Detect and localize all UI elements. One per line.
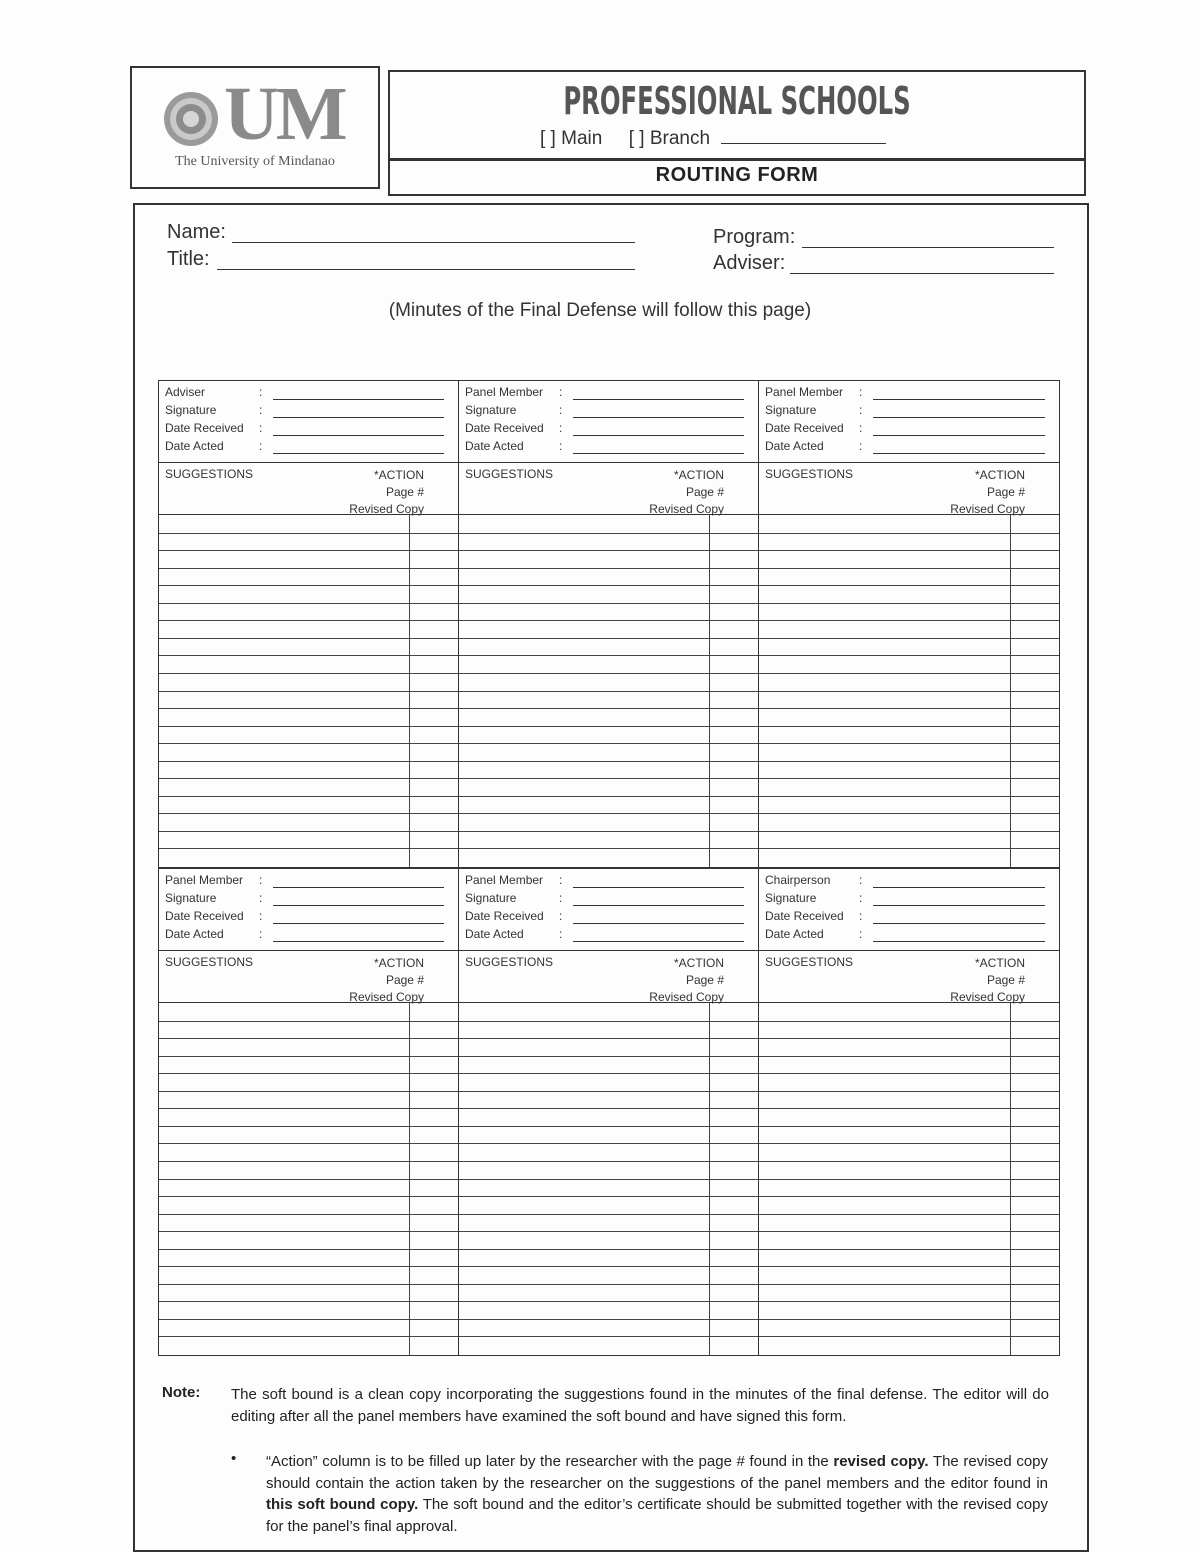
- colon-separator: :: [559, 873, 563, 887]
- action-header-line: *ACTION: [974, 468, 1025, 482]
- suggestion-row-line: [759, 1214, 1059, 1215]
- suggestion-row-line: [159, 1231, 458, 1232]
- note-bullet-bold1: revised copy.: [833, 1453, 929, 1470]
- university-seal-icon: [162, 90, 220, 148]
- suggestion-row-line: [159, 726, 458, 727]
- school-title-box: [388, 70, 1086, 161]
- suggestion-row-line: [459, 1284, 758, 1285]
- suggestion-row-line: [459, 1143, 758, 1144]
- action-header-line: Page #: [685, 485, 724, 499]
- action-header-line: Revised Copy: [649, 502, 724, 516]
- date-acted-label: Date Acted: [765, 439, 824, 453]
- panel-signoff-block: [159, 381, 458, 463]
- suggestion-row-line: [759, 1021, 1059, 1022]
- school-title: PROFESSIONAL SCHOOLS: [563, 79, 911, 123]
- signature-label: Signature: [165, 403, 217, 417]
- suggestion-row-line: [459, 1091, 758, 1092]
- suggestion-row-line: [159, 691, 458, 692]
- reviewer-name-input-line[interactable]: [273, 399, 444, 400]
- date-received-label: Date Received: [465, 909, 544, 923]
- suggestion-row-line: [459, 673, 758, 674]
- bullet-icon: •: [231, 1450, 237, 1467]
- suggestion-row-line: [459, 1073, 758, 1074]
- suggestion-row-line: [159, 1336, 458, 1337]
- suggestions-header: [459, 463, 758, 515]
- colon-separator: :: [259, 403, 263, 417]
- suggestion-row-line: [159, 1091, 458, 1092]
- action-header-line: Page #: [986, 485, 1025, 499]
- action-header-line: Page #: [685, 973, 724, 987]
- suggestion-row-line: [459, 848, 758, 849]
- date-acted-input-line[interactable]: [873, 941, 1045, 942]
- action-column-divider: [409, 515, 410, 867]
- action-header-line: *ACTION: [673, 956, 724, 970]
- reviewer-name-input-line[interactable]: [573, 887, 744, 888]
- suggestion-row-line: [759, 848, 1059, 849]
- suggestion-row-line: [159, 1284, 458, 1285]
- suggestion-row-line: [759, 761, 1059, 762]
- signature-input-line[interactable]: [573, 417, 744, 418]
- date-received-input-line[interactable]: [573, 435, 744, 436]
- colon-separator: :: [559, 385, 563, 399]
- suggestion-row-line: [759, 533, 1059, 534]
- date-acted-label: Date Acted: [765, 927, 824, 941]
- suggestion-row-line: [159, 743, 458, 744]
- suggestion-row-line: [759, 1108, 1059, 1109]
- action-header-line: Page #: [986, 973, 1025, 987]
- reviewer-name-input-line[interactable]: [873, 887, 1045, 888]
- suggestion-row-line: [459, 655, 758, 656]
- note-label: Note:: [162, 1384, 201, 1401]
- suggestion-row-line: [159, 673, 458, 674]
- colon-separator: :: [859, 927, 863, 941]
- reviewer-name-label: Chairperson: [765, 873, 831, 887]
- suggestion-row-line: [159, 1108, 458, 1109]
- action-header-line: Page #: [385, 485, 424, 499]
- signature-label: Signature: [765, 403, 817, 417]
- suggestion-row-line: [759, 831, 1059, 832]
- date-acted-input-line[interactable]: [273, 453, 444, 454]
- suggestion-row-line: [159, 848, 458, 849]
- date-received-label: Date Received: [165, 909, 244, 923]
- suggestion-row-line: [459, 550, 758, 551]
- suggestion-row-line: [459, 1196, 758, 1197]
- suggestion-row-line: [459, 708, 758, 709]
- suggestion-row-line: [159, 1266, 458, 1267]
- colon-separator: :: [559, 927, 563, 941]
- campus-main-checkbox[interactable]: [ ] Main: [540, 128, 603, 149]
- suggestion-row-line: [759, 1161, 1059, 1162]
- suggestion-row-line: [159, 1056, 458, 1057]
- suggestion-row-line: [759, 585, 1059, 586]
- title-input-line[interactable]: [217, 269, 635, 270]
- suggestions-label: SUGGESTIONS: [465, 467, 554, 481]
- note-bullet-part2: The revised copy should contain the action taken by the researcher on the suggestions of the panel members and the editor found in: [266, 1453, 1049, 1492]
- reviewer-panel: [758, 380, 1060, 868]
- panel-signoff-block: [459, 869, 758, 951]
- suggestion-row-line: [159, 1161, 458, 1162]
- suggestion-row-line: [159, 831, 458, 832]
- suggestion-row-line: [759, 550, 1059, 551]
- suggestion-row-line: [759, 1319, 1059, 1320]
- date-received-label: Date Received: [765, 421, 844, 435]
- suggestion-row-line: [759, 620, 1059, 621]
- reviewer-name-input-line[interactable]: [273, 887, 444, 888]
- reviewer-panel: [458, 380, 759, 868]
- action-header-line: *ACTION: [673, 468, 724, 482]
- signature-input-line[interactable]: [873, 417, 1045, 418]
- suggestion-row-line: [759, 655, 1059, 656]
- panel-signoff-block: [459, 381, 758, 463]
- suggestion-row-line: [459, 1179, 758, 1180]
- signature-label: Signature: [465, 891, 517, 905]
- suggestion-row-line: [759, 568, 1059, 569]
- action-header-line: *ACTION: [373, 956, 424, 970]
- colon-separator: :: [559, 439, 563, 453]
- action-column-divider: [709, 1003, 710, 1355]
- suggestion-row-line: [159, 655, 458, 656]
- note-bullet-part3: The soft bound and the editor’s certificate should be submitted together with the revised copy for the panel’s final approval.: [266, 1496, 1048, 1535]
- suggestion-row-line: [159, 638, 458, 639]
- date-received-input-line[interactable]: [873, 923, 1045, 924]
- panel-signoff-block: [759, 381, 1059, 463]
- suggestion-lines[interactable]: [759, 1003, 1059, 1355]
- form-title-box: [388, 158, 1086, 196]
- suggestion-row-line: [459, 1161, 758, 1162]
- suggestions-label: SUGGESTIONS: [465, 955, 554, 969]
- title-label: Title:: [167, 248, 210, 270]
- suggestion-row-line: [159, 778, 458, 779]
- suggestions-label: SUGGESTIONS: [165, 467, 254, 481]
- suggestions-label: SUGGESTIONS: [165, 955, 254, 969]
- suggestion-row-line: [159, 1214, 458, 1215]
- university-name: The University of Mindanao: [175, 154, 335, 169]
- action-column-divider: [709, 515, 710, 867]
- suggestion-row-line: [459, 1231, 758, 1232]
- colon-separator: :: [859, 421, 863, 435]
- campus-selector: [540, 128, 886, 150]
- suggestion-row-line: [759, 691, 1059, 692]
- suggestion-row-line: [759, 1284, 1059, 1285]
- reviewer-panel: [158, 868, 459, 1356]
- suggestion-row-line: [759, 603, 1059, 604]
- suggestion-row-line: [459, 533, 758, 534]
- panel-signoff-block: [759, 869, 1059, 951]
- suggestion-row-line: [159, 620, 458, 621]
- action-column-header: [950, 467, 1025, 518]
- suggestion-row-line: [459, 1126, 758, 1127]
- suggestion-row-line: [759, 813, 1059, 814]
- action-column-divider: [1010, 515, 1011, 867]
- date-acted-label: Date Acted: [465, 439, 524, 453]
- title-field[interactable]: [167, 248, 210, 271]
- suggestion-row-line: [459, 1108, 758, 1109]
- suggestions-label: SUGGESTIONS: [765, 467, 854, 481]
- suggestion-row-line: [459, 813, 758, 814]
- colon-separator: :: [259, 439, 263, 453]
- suggestion-row-line: [159, 568, 458, 569]
- signature-input-line[interactable]: [873, 905, 1045, 906]
- suggestion-lines[interactable]: [159, 1003, 458, 1355]
- suggestion-row-line: [459, 1319, 758, 1320]
- suggestion-row-line: [159, 761, 458, 762]
- colon-separator: :: [559, 891, 563, 905]
- name-input-line[interactable]: [232, 242, 635, 243]
- colon-separator: :: [859, 439, 863, 453]
- action-header-line: Revised Copy: [649, 990, 724, 1004]
- note-bullet-part1: “Action” column is to be filled up later by the researcher with the page # found in the: [266, 1453, 834, 1470]
- form-title: ROUTING FORM: [655, 164, 819, 186]
- suggestion-row-line: [159, 1249, 458, 1250]
- colon-separator: :: [259, 909, 263, 923]
- colon-separator: :: [859, 403, 863, 417]
- suggestion-row-line: [459, 743, 758, 744]
- note-text: The soft bound is a clean copy incorporating the suggestions found in the minutes of the final defense. The editor will do editing after all the panel members have examined the soft bound and have signed this form.: [231, 1386, 1049, 1425]
- signature-label: Signature: [465, 403, 517, 417]
- colon-separator: :: [259, 385, 263, 399]
- suggestion-row-line: [459, 1249, 758, 1250]
- suggestion-row-line: [759, 796, 1059, 797]
- suggestion-row-line: [459, 761, 758, 762]
- suggestion-row-line: [159, 1126, 458, 1127]
- suggestion-row-line: [159, 1143, 458, 1144]
- suggestion-row-line: [159, 603, 458, 604]
- suggestions-header: [459, 951, 758, 1003]
- suggestion-row-line: [459, 778, 758, 779]
- signature-label: Signature: [165, 891, 217, 905]
- colon-separator: :: [859, 909, 863, 923]
- university-logo-text: UM: [224, 72, 345, 156]
- colon-separator: :: [559, 909, 563, 923]
- suggestion-row-line: [459, 603, 758, 604]
- action-header-line: *ACTION: [974, 956, 1025, 970]
- suggestion-row-line: [759, 708, 1059, 709]
- suggestion-row-line: [759, 1266, 1059, 1267]
- reviewer-name-label: Adviser: [165, 385, 206, 399]
- reviewer-name-label: Panel Member: [765, 385, 844, 399]
- action-column-header: [950, 955, 1025, 1006]
- suggestion-row-line: [459, 1336, 758, 1337]
- suggestion-row-line: [159, 1038, 458, 1039]
- suggestion-row-line: [459, 620, 758, 621]
- colon-separator: :: [559, 421, 563, 435]
- suggestion-row-line: [459, 1266, 758, 1267]
- suggestion-row-line: [759, 1196, 1059, 1197]
- suggestion-row-line: [159, 1021, 458, 1022]
- suggestion-row-line: [159, 550, 458, 551]
- suggestion-row-line: [459, 1214, 758, 1215]
- colon-separator: :: [559, 403, 563, 417]
- name-label: Name:: [167, 221, 226, 243]
- suggestion-row-line: [759, 1179, 1059, 1180]
- date-acted-label: Date Acted: [165, 439, 224, 453]
- reviewer-name-label: Panel Member: [465, 873, 544, 887]
- suggestion-row-line: [459, 568, 758, 569]
- suggestion-row-line: [459, 691, 758, 692]
- suggestion-row-line: [759, 1231, 1059, 1232]
- suggestion-row-line: [459, 1038, 758, 1039]
- colon-separator: :: [259, 421, 263, 435]
- signature-input-line[interactable]: [273, 905, 444, 906]
- date-received-label: Date Received: [765, 909, 844, 923]
- program-input-line[interactable]: [802, 247, 1054, 248]
- date-received-input-line[interactable]: [873, 435, 1045, 436]
- date-acted-input-line[interactable]: [573, 941, 744, 942]
- colon-separator: :: [859, 873, 863, 887]
- suggestion-row-line: [459, 585, 758, 586]
- suggestion-row-line: [159, 1073, 458, 1074]
- suggestion-row-line: [159, 1301, 458, 1302]
- suggestion-row-line: [759, 638, 1059, 639]
- reviewer-name-input-line[interactable]: [873, 399, 1045, 400]
- suggestion-row-line: [459, 796, 758, 797]
- suggestion-row-line: [759, 1336, 1059, 1337]
- suggestion-lines[interactable]: [759, 515, 1059, 867]
- suggestion-row-line: [459, 1056, 758, 1057]
- suggestions-header: [159, 463, 458, 515]
- action-column-note: [266, 1451, 1048, 1537]
- date-received-input-line[interactable]: [273, 923, 444, 924]
- suggestion-row-line: [159, 708, 458, 709]
- action-column-header: [349, 467, 424, 518]
- suggestion-row-line: [759, 1126, 1059, 1127]
- colon-separator: :: [259, 891, 263, 905]
- reviewer-name-input-line[interactable]: [573, 399, 744, 400]
- suggestion-row-line: [759, 1143, 1059, 1144]
- colon-separator: :: [859, 891, 863, 905]
- suggestion-row-line: [459, 1301, 758, 1302]
- signature-input-line[interactable]: [273, 417, 444, 418]
- adviser-label: Adviser:: [713, 252, 786, 274]
- suggestions-header: [159, 951, 458, 1003]
- suggestion-row-line: [459, 1021, 758, 1022]
- date-acted-label: Date Acted: [465, 927, 524, 941]
- suggestion-lines[interactable]: [159, 515, 458, 867]
- suggestions-header: [759, 951, 1059, 1003]
- university-logo-box: [130, 66, 380, 189]
- note-bullet-bold2: this soft bound copy.: [266, 1496, 419, 1513]
- suggestion-row-line: [159, 796, 458, 797]
- reviewer-panel: [158, 380, 459, 868]
- suggestion-row-line: [759, 1038, 1059, 1039]
- colon-separator: :: [859, 385, 863, 399]
- suggestion-row-line: [759, 726, 1059, 727]
- action-column-divider: [1010, 1003, 1011, 1355]
- action-column-divider: [409, 1003, 410, 1355]
- date-received-input-line[interactable]: [573, 923, 744, 924]
- action-column-header: [349, 955, 424, 1006]
- suggestion-row-line: [159, 1179, 458, 1180]
- suggestion-row-line: [159, 1196, 458, 1197]
- suggestion-lines[interactable]: [459, 1003, 758, 1355]
- date-received-label: Date Received: [165, 421, 244, 435]
- signature-input-line[interactable]: [573, 905, 744, 906]
- date-received-label: Date Received: [465, 421, 544, 435]
- name-field[interactable]: [167, 221, 226, 244]
- suggestion-row-line: [759, 1056, 1059, 1057]
- action-header-line: Revised Copy: [349, 990, 424, 1004]
- date-acted-input-line[interactable]: [573, 453, 744, 454]
- action-header-line: Revised Copy: [950, 502, 1025, 516]
- reviewer-name-label: Panel Member: [465, 385, 544, 399]
- suggestion-row-line: [159, 813, 458, 814]
- suggestion-row-line: [459, 726, 758, 727]
- panel-signoff-block: [159, 869, 458, 951]
- campus-branch-checkbox[interactable]: [ ] Branch: [628, 128, 711, 149]
- suggestions-label: SUGGESTIONS: [765, 955, 854, 969]
- suggestion-row-line: [759, 778, 1059, 779]
- reviewer-panel: [758, 868, 1060, 1356]
- suggestion-row-line: [159, 1319, 458, 1320]
- suggestions-header: [759, 463, 1059, 515]
- colon-separator: :: [259, 927, 263, 941]
- branch-name-blank[interactable]: [721, 129, 886, 144]
- date-acted-label: Date Acted: [165, 927, 224, 941]
- signature-label: Signature: [765, 891, 817, 905]
- suggestion-row-line: [759, 1091, 1059, 1092]
- program-field[interactable]: [713, 226, 795, 249]
- action-header-line: *ACTION: [373, 468, 424, 482]
- suggestion-row-line: [759, 673, 1059, 674]
- action-column-header: [649, 955, 724, 1006]
- suggestion-row-line: [459, 831, 758, 832]
- action-header-line: Revised Copy: [950, 990, 1025, 1004]
- suggestion-row-line: [759, 1073, 1059, 1074]
- suggestion-row-line: [459, 638, 758, 639]
- program-label: Program:: [713, 226, 796, 248]
- action-header-line: Page #: [385, 973, 424, 987]
- adviser-field[interactable]: [713, 252, 785, 275]
- minutes-notice: (Minutes of the Final Defense will follow this page): [388, 300, 812, 321]
- action-header-line: Revised Copy: [349, 502, 424, 516]
- suggestion-row-line: [759, 743, 1059, 744]
- suggestion-row-line: [159, 585, 458, 586]
- suggestion-row-line: [759, 1249, 1059, 1250]
- suggestion-lines[interactable]: [459, 515, 758, 867]
- colon-separator: :: [259, 873, 263, 887]
- action-column-header: [649, 467, 724, 518]
- adviser-input-line[interactable]: [790, 273, 1054, 274]
- reviewer-name-label: Panel Member: [165, 873, 244, 887]
- reviewer-panel: [458, 868, 759, 1356]
- date-received-input-line[interactable]: [273, 435, 444, 436]
- suggestion-row-line: [159, 533, 458, 534]
- date-acted-input-line[interactable]: [273, 941, 444, 942]
- date-acted-input-line[interactable]: [873, 453, 1045, 454]
- suggestion-row-line: [759, 1301, 1059, 1302]
